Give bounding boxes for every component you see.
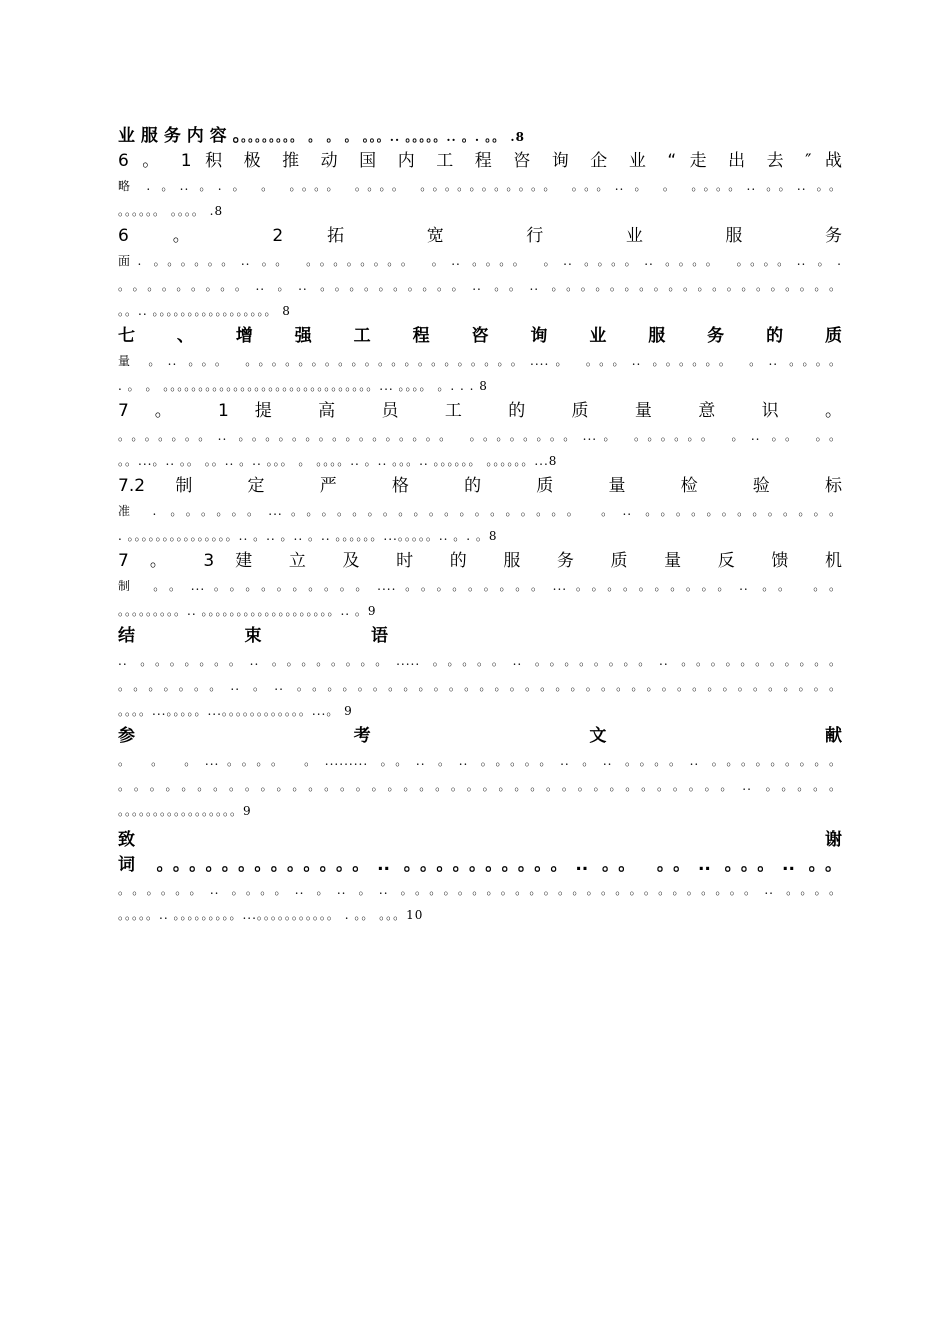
toc-leader (118, 853, 842, 878)
toc-leader-page: . 。。。。。。。。。。。。。。。.. 。.. 。.. 。.. 。。。。。。...。。。。。.. 。. 。8 (118, 529, 498, 543)
toc-title: 业 服 务 内 容 。 (118, 126, 242, 146)
toc-leader: 。。。。。。。。。.. 。.. 。。。。。。。。。。.. 。。.. 。。。。。。。。。。。。。。。。。。。。 (118, 279, 842, 293)
toc-title: 结 束 语 (118, 626, 388, 646)
toc-leader-page: 。。。。...。。。。。...。。。。。。。。。。。。...。 9 (118, 704, 353, 718)
toc-leader: 。。。。。。。.. 。。。。。。。。。。。。。。。。 。。。。。。。。...。 。。。。。。 。.. 。。 。。 (118, 429, 842, 443)
toc-leader: 面. 。。。。。。.. 。。 。。。。。。。。 。.. 。。。。 。.. 。。。。.. 。。。。 。。。。.. 。. (118, 254, 842, 268)
toc-leader: 制 。。...。。。。。。。。。。....。。。。。。。。。...。。。。。。。。。。.. 。。 。。 (118, 579, 842, 593)
toc-leader: 。。。。。。。.. 。.. 。。。。。。。。。。。。。。。。。。。。。。。。。。。。。。。。。。。。 (118, 679, 842, 693)
toc-line: 6 。 1 积 极 推 动 国 内 工 程 咨 询 企 业 “ 走 出 去 ″ 战 (118, 151, 842, 171)
toc-leader: 。 。 。...。。。。 。......... 。。.. 。.. 。。。。。.. 。.. 。。。。.. 。。。。。。。。。 (118, 754, 842, 768)
toc-line (118, 124, 842, 149)
toc-title-continued: 词 。。。。。。。。。。。。。.. 。。。。。。。。。。.. 。。 。。.. 。。。.. 。。 (118, 855, 842, 875)
toc-leader: 量 。.. 。。。 。。。。。。。。。。。。。。。。。。。。。....。 。。。.. 。。。。。。 。.. 。。。。 (118, 354, 842, 368)
toc-line: 7.2 制 定 严 格 的 质 量 检 验 标 (118, 476, 842, 496)
table-of-contents (118, 124, 842, 928)
toc-leader: 准 . 。。。。。。...。。。。。。。。。。。。。。。。。。。 。.. 。。。。。。。。。。。。。 (118, 504, 842, 518)
toc-leader: 略 . 。.. 。. 。 。 。。。。 。。。。 。。。。。。。。。。。 。。。.. 。 。 。。。。.. 。。.. 。。 (118, 179, 842, 193)
toc-leader-page: 。。。。。。。。。.. 。。。。。。。。。。。。。。。。。。。.. 。9 (118, 604, 377, 618)
toc-leader-page: 。。。。。。 。。。。 .8 (118, 204, 224, 218)
toc-leader: 。。。。。。。。 。 。 。 。。。.. 。。。。。.. 。. 。。 .8 (241, 130, 525, 144)
toc-line: 7 。 3 建 立 及 时 的 服 务 质 量 反 馈 机 (118, 551, 842, 571)
toc-line: 参 考 文 献 (118, 726, 842, 746)
toc-leader: .. 。。。。。。。.. 。。。。。。。。..... 。。。。。.. 。。。。。。。。.. 。。。。。。。。。。。 (118, 654, 842, 668)
toc-leader: 。。。。。。.. 。。。。.. 。.. 。.. 。。。。。。。。。。。。。。。。。。。。。。。。。.. 。。。。 (118, 883, 842, 897)
toc-leader-page: 。。...。.. 。。 。。.. 。.. 。。。 。 。。。。.. 。.. 。。。.. 。。。。。。 。。。。。。...8 (118, 454, 558, 468)
toc-line: 6 。 2 拓 宽 行 业 服 务 (118, 226, 842, 246)
toc-line (118, 624, 388, 649)
toc-line: 七 、 增 强 工 程 咨 询 业 服 务 的 质 (118, 326, 842, 346)
toc-leader-page: 。。。。。。。。。。。。。。。。。9 (118, 804, 252, 818)
toc-line: 致 谢 (118, 830, 842, 850)
toc-leader: 。。。。。。。。。。。。。。。。。。。。。。。。。。。。。。。。。。。。。。。.. 。。。。。 (118, 779, 842, 793)
toc-leader-page: 。。.. 。。。。。。。。。。。。。。。。。 8 (118, 304, 291, 318)
toc-leader-page: . 。 。 。。。。。。。。。。。。。。。。。。。。。。。。。。。。。。... 。。。。 。. . . 8 (118, 379, 488, 393)
toc-leader-page: 。。。。。.. 。。。。。。。。。...。。。。。。。。。。。 . 。。 。。。10 (118, 908, 424, 922)
toc-line: 7 。 1 提 高 员 工 的 质 量 意 识 。 (118, 401, 842, 421)
